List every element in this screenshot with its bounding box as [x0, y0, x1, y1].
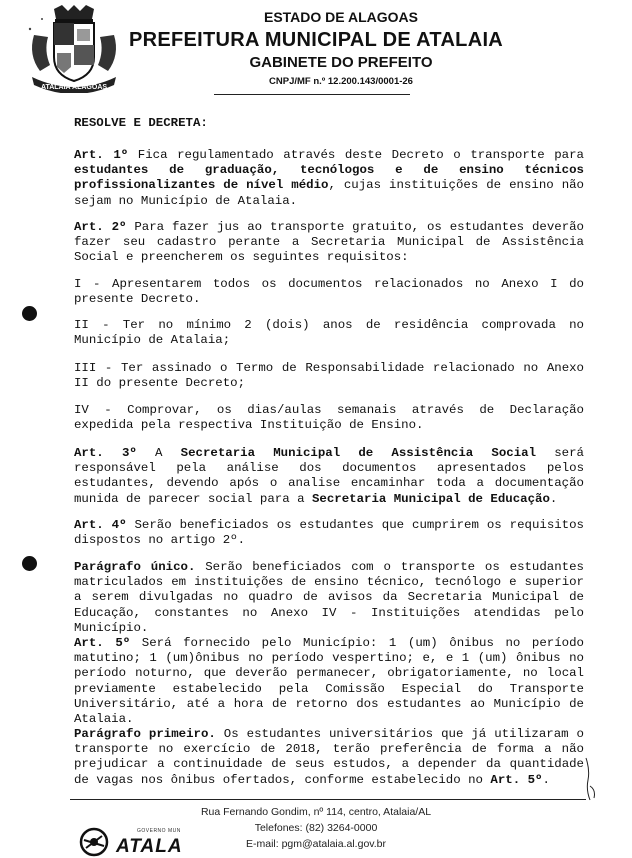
state-title: ESTADO DE ALAGOAS	[263, 9, 418, 25]
footer-divider	[70, 799, 586, 800]
footer-logo-tagline: GOVERNO MUN	[137, 828, 181, 834]
punch-hole-top	[22, 306, 37, 321]
footer-email: E-mail: pgm@atalaia.al.gov.br	[245, 838, 387, 850]
article-2: Art. 2º Para fazer jus ao transporte gratuito, os estudantes deverão fazer seu cadastro perante a Secretaria Municipal de Assistência Social e preencherem os seguintes requisitos:	[74, 220, 584, 265]
article-2-label: Art. 2º	[74, 220, 127, 234]
footer-address: Rua Fernando Gondim, nº 114, centro, Atalaia/AL	[200, 806, 432, 818]
punch-hole-bottom	[22, 556, 37, 571]
article-1: Art. 1º Fica regulamentado através deste Decreto o transporte para estudantes de graduação, tecnólogos e de ensino técnicos profissionalizantes de nível médio, cujas instituições de ensino não sejam no Município de Atalaia.	[74, 148, 584, 208]
article-4-label: Art. 4º	[74, 518, 127, 532]
cnpj-line: CNPJ/MF n.º 12.200.143/0001-26	[269, 76, 413, 87]
article-5-label: Art. 5º	[74, 636, 131, 650]
requirement-item-2: II - Ter no mínimo 2 (dois) anos de residência comprovada no Município de Atalaia;	[74, 318, 584, 348]
header-divider	[214, 94, 410, 95]
article-5: Art. 5º Será fornecido pelo Município: 1 (um) ônibus no período matutino; 1 (um)ônibus no período vespertino; e, e 1 (um) ônibus no período noturno, que deverão permanecer, obrigatoriamente, no local previamente estabelecido pela Comissão Especial do Transporte Universitário, até a hora de retorno dos estudantes ao Município de Atalaia.	[74, 636, 584, 727]
requirement-item-3: III - Ter assinado o Termo de Responsabilidade relacionado no Anexo II do presente Decreto;	[74, 361, 584, 391]
requirement-item-1: I - Apresentarem todos os documentos relacionados no Anexo I do presente Decreto.	[74, 277, 584, 307]
article-3: Art. 3º A Secretaria Municipal de Assistência Social será responsável pela análise dos documentos apresentados pelos estudantes, devendo após o analise encaminhar toda a documentação munida de parecer social para a Secretaria Municipal de Educação.	[74, 446, 584, 506]
paragraph-primeiro: Parágrafo primeiro. Os estudantes universitários que já utilizaram o transporte no exercício de 2018, terão preferência de forma a não prejudicar a continuidade de seus estudos, a depender da quantidade de vagas nos ônibus ofertados, conforme estabelecido no Art. 5º.	[74, 727, 584, 787]
signature-mark	[576, 756, 600, 802]
prefeitura-title: PREFEITURA MUNICIPAL DE ATALAIA	[128, 29, 504, 51]
paragraph-primeiro-label: Parágrafo primeiro.	[74, 727, 216, 741]
footer-phone: Telefones: (82) 3264-0000	[254, 822, 378, 834]
crest-banner-text: ATALAIA ALAGOAS	[40, 84, 108, 91]
article-4: Art. 4º Serão beneficiados os estudantes que cumprirem os requisitos dispostos no artigo 2º.	[74, 518, 584, 548]
gabinete-title: GABINETE DO PREFEITO	[249, 54, 433, 71]
paragraph-unico-label: Parágrafo único.	[74, 560, 196, 574]
paragraph-unico: Parágrafo único. Serão beneficiados com o transporte os estudantes matriculados em instituições de ensino técnico, tecnólogo e superior a serem divulgadas no quadro de avisos da Secretaria Municipal de Educação, constantes no Anexo IV - Instituições atendidas pelo Município.	[74, 560, 584, 635]
resolve-heading: RESOLVE E DECRETA:	[74, 116, 208, 130]
footer-logo-text: ATALA	[116, 836, 183, 857]
article-1-label: Art. 1º	[74, 148, 129, 162]
requirement-item-4: IV - Comprovar, os dias/aulas semanais através de Declaração expedida pela respectiva Instituição de Ensino.	[74, 403, 584, 433]
article-3-label: Art. 3º	[74, 446, 137, 460]
